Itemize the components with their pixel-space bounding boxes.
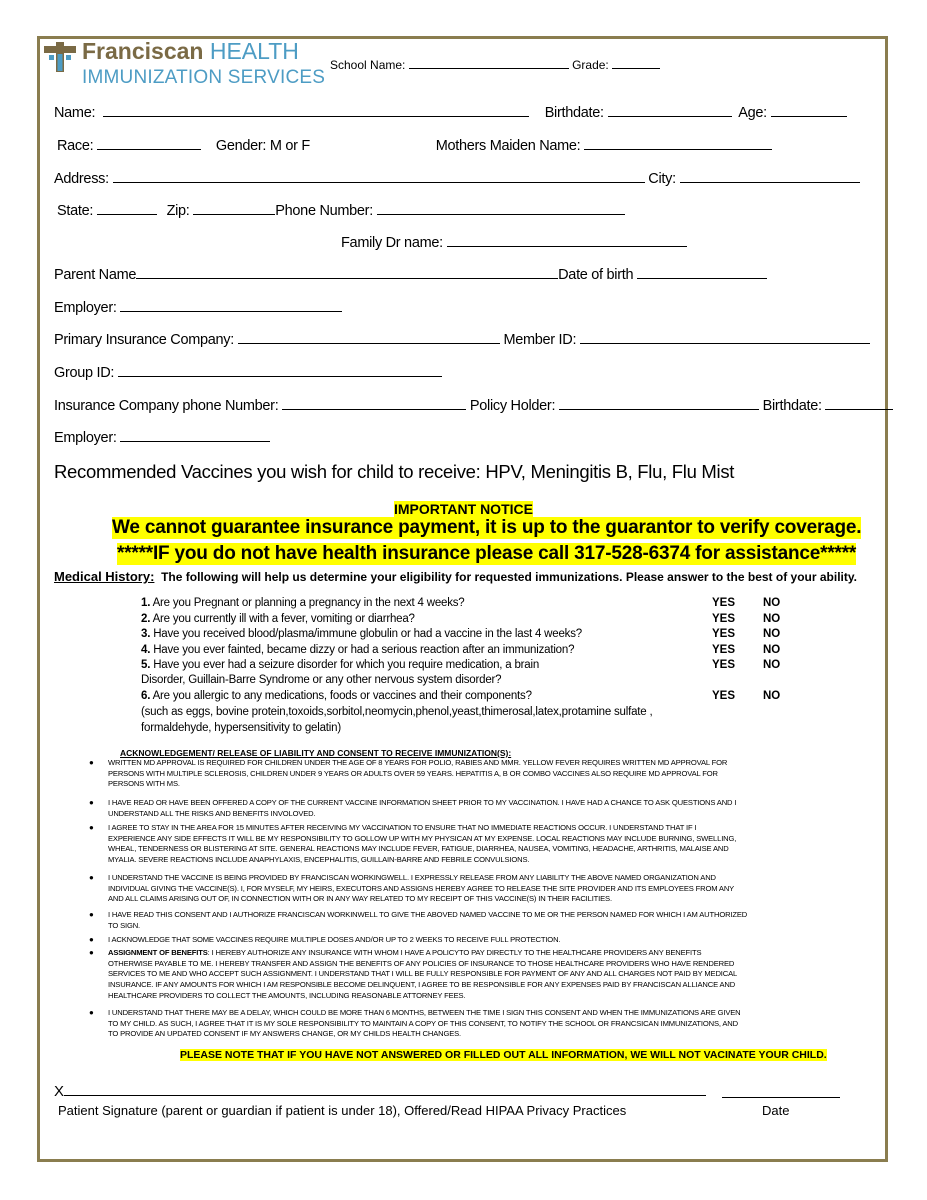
bullet-icon: ● [89,1008,94,1017]
bullet-icon: ● [89,823,94,832]
date-of-birth-label: Date of birth [558,267,634,283]
ack-item-8: I UNDERSTAND THAT THERE MAY BE A DELAY, WHICH COULD BE MORE THAN 6 MONTHS, BETWEEN THE TIME I SIGN THIS CONSENT AND WHEN THE IMMUNIZATIONS ARE GIVEN TO MY CHILD. AS SUCH, I AGREE THAT IT IS MY SOLE RESPONSIBILITY TO MAINTAIN A COPY OF THIS CONSENT, TO NOTIFY THE SCHOOL OR FRANCSICAN IMMUNIZATIONS, AND TO PROVIDE AN UPDATED CONSENT IF MY ANSWERS CHANGE, OR MY CHILDS HEALTH CHANGES. [108,1008,741,1039]
question-4: 4. Have you ever fainted, became dizzy or had a serious reaction after an immunization? [141,644,575,656]
school-grade-line [330,56,660,72]
age-label: Age: [738,105,767,121]
mothers-maiden-field[interactable] [584,137,772,150]
question-6-cont: (such as eggs, bovine protein,toxoids,sorbitol,neomycin,phenol,yeast,thimerosal,latex,protamine sulfate , [141,706,653,718]
question-3: 3. Have you received blood/plasma/immune globulin or had a vaccine in the last 4 weeks? [141,628,582,640]
age-field[interactable] [771,104,847,117]
insurance-phone-label: Insurance Company phone Number: [54,398,279,414]
insurance-notice: We cannot guarantee insurance payment, it is up to the guarantor to verify coverage. [112,517,862,538]
q1-no[interactable]: NO [763,597,781,609]
bullet-icon: ● [89,798,94,807]
insurance-row [54,331,870,348]
mothers-maiden-label: Mothers Maiden Name: [435,138,581,154]
bullet-icon: ● [89,873,94,882]
q6-no[interactable]: NO [763,690,781,702]
signature-x: X [54,1083,65,1100]
employer2-field[interactable] [120,429,270,442]
ack-item-3: I AGREE TO STAY IN THE AREA FOR 15 MINUTES AFTER RECEIVING MY VACCINATION TO ENSURE THAT NO IMMEDIATE REACTIONS OCCUR. I UNDERSTAND THAT IF I EXPERIENCE ANY SIDE EFFECTS IT WILL BE MY RESPONSIBILITY TO GOLLOW UP WITH MY PHYSICAN AT MY EXPENSE. LOCAL REACTIONS MAY INCLUDE BURNING, SWELLING, WHEAL, TENDERNESS OR BLISTERING AT SITE. GENERAL REACTIONS MAY INCLUDE FEVER, FATIGUE, DIARRHEA, NAUSEA, VOMITING, HEADACHE, ARTHRITIS, MALAISE AND MYALIA. SEVERE REACTIONS INCLUDE ANAPHYLAXIS, ENCEPHALITIS, GUILLAIN-BARRE AND FEBRILE CONVULSIONS. [108,823,737,865]
bullet-icon: ● [89,948,94,957]
policy-holder-field[interactable] [559,397,759,410]
ack-item-1: WRITTEN MD APPROVAL IS REQUIRED FOR CHILDREN UNDER THE AGE OF 8 YEARS FOR POLIO, RABIES AND MMR. YELLOW FEVER REQUIRES WRITTEN MD APPROVAL FOR PERSONS WITH MULTIPLE SCLEROSIS, CHILDREN UNDER 9 YEARS OR ADULTS OVER 59 YEARS. HEPATITIS A, B OR COMBO VACCINES ALSO REQUIRE MD APPROVAL FOR PERSONS WITH MS. [108,758,728,789]
family-dr-row [341,234,687,251]
ack-item-5: I HAVE READ THIS CONSENT AND I AUTHORIZE FRANCISCAN WORKINWELL TO GIVE THE ABOVED NAMED VACCINE TO ME OR THE PERSON NAMED FOR WHICH I AM AUTHORIZED TO SIGN. [108,910,748,930]
group-id-field[interactable] [118,364,442,377]
policy-holder-label: Policy Holder: [469,398,556,414]
state-label: State: [57,203,94,219]
logo-brand: Franciscan HEALTH [82,38,299,64]
question-5: 5. Have you ever had a seizure disorder for which you require medication, a brain [141,659,540,671]
address-field[interactable] [113,170,645,183]
primary-insurance-field[interactable] [238,331,500,344]
bullet-icon: ● [89,758,94,767]
name-row [54,104,847,121]
q6-yes[interactable]: YES [712,690,736,702]
employer-label: Employer: [54,300,117,316]
state-row [57,202,625,219]
ack-item-7: ASSIGNMENT OF BENEFITS: I HEREBY AUTHORIZE ANY INSURANCE WITH WHOM I HAVE A POLICYTO PAY DIRECTLY TO THE HEALTHCARE PROVIDERS ANY BENEFITS OTHERWISE PAYABLE TO ME. I HEREBY TRANSFER AND ASSIGN THE BENEFITS OF ANY POLICIES OF INSURANCE TO THOSE HEALTHCARE PROVIDERS WHO HAVE RENDERED SERVICES TO ME AND WHO ACCEPT SUCH ASSIGNMENT. I UNDERSTAND THAT I WILL BE FULLY RESPONSIBLE FOR PAYMENT OF ANY AND ALL CHARGES NOT PAID BY MEDICAL INSURANCE. IF ANY AMOUNTS FOR WHICH I AM RESPONSIBLE BECOME DELINQUENT, I AGREE TO BE RESPONSIBLE FOR ANY EXPENSES PAID BY FRANCISCAN ALLIANCE AND HEALTHCARE PROVIDERS TO COLLECT THE AMOUNTS, INCLUDING REASONABLE ATTORNEY FEES. [108,948,738,1000]
q5-yes[interactable]: YES [712,659,736,671]
family-dr-field[interactable] [447,234,687,247]
race-label: Race: [57,138,94,154]
q2-yes[interactable]: YES [712,613,736,625]
parent-name-label: Parent Name [54,267,137,283]
medical-history-title: Medical History: [54,569,155,584]
q4-yes[interactable]: YES [712,644,736,656]
q4-no[interactable]: NO [763,644,781,656]
employer2-row [54,429,270,446]
state-field[interactable] [97,202,157,215]
city-label: City: [648,171,676,187]
date-of-birth-field[interactable] [637,266,767,279]
question-6-cont-2: formaldehyde, hypersensitivity to gelatin) [141,722,341,734]
phone-field[interactable] [377,202,625,215]
address-label: Address: [54,171,109,187]
name-label: Name: [54,105,96,121]
insurance-phone-field[interactable] [282,397,466,410]
race-row [57,137,772,154]
medical-history-heading [54,569,857,584]
bullet-icon: ● [89,935,94,944]
assignment-of-benefits-label: ASSIGNMENT OF BENEFITS [108,948,208,957]
insurance-phone-row [54,397,893,414]
question-1: 1. Are you Pregnant or planning a pregnancy in the next 4 weeks? [141,597,465,609]
parent-name-field[interactable] [136,266,558,279]
policy-holder-birthdate-field[interactable] [825,397,893,410]
q2-no[interactable]: NO [763,613,781,625]
question-2: 2. Are you currently ill with a fever, vomiting or diarrhea? [141,613,415,625]
franciscan-cross-logo-icon [44,42,76,72]
recommended-vaccines: Recommended Vaccines you wish for child to receive: HPV, Meningitis B, Flu, Flu Mist [54,461,735,482]
race-field[interactable] [97,137,201,150]
employer2-label: Employer: [54,430,117,446]
parent-row [54,266,767,283]
signature-field[interactable] [64,1082,706,1096]
ack-item-4: I UNDERSTAND THE VACCINE IS BEING PROVIDED BY FRANCISCAN WORKINGWELL. I EXPRESSLY RELEASE FROM ANY LIABILITY THE ABOVE NAMED ORGANIZATION AND INDIVIDUAL GIVING THE VACCINE(S). I, FOR MYSELF, MY HEIRS, EXECUTORS AND ASSIGNS HEREBY AGREE TO RELEASE THE SITE PROVIDER AND ITS EMPLOYEES FROM ANY AND ALL CLAIMS ARISING OUT OF, IN CONNECTION WITH OR IN ANY WAY RELATED TO MY RECEIPT OF THIS VACCINE(S) IN THEIR FACILITIES. [108,873,735,904]
phone-label: Phone Number: [275,203,373,219]
zip-field[interactable] [193,202,275,215]
signature-caption: Patient Signature (parent or guardian if patient is under 18), Offered/Read HIPAA Privacy Practices [58,1103,627,1118]
ack-item-6: I ACKNOWLEDGE THAT SOME VACCINES REQUIRE MULTIPLE DOSES AND/OR UP TO 2 WEEKS TO RECEIVE FULL PROTECTION. [108,935,561,944]
birthdate-label: Birthdate: [544,105,604,121]
bullet-icon: ● [89,910,94,919]
q1-yes[interactable]: YES [712,597,736,609]
policy-holder-birthdate-label: Birthdate: [762,398,822,414]
q3-no[interactable]: NO [763,628,781,640]
ack-item-2: I HAVE READ OR HAVE BEEN OFFERED A COPY OF THE CURRENT VACCINE INFORMATION SHEET PRIOR TO MY VACCINATION. I HAVE HAD A CHANCE TO ASK QUESTIONS AND I UNDERSTAND ALL THE RISKS AND BENEFITS INVOLOVED. [108,798,737,818]
group-id-label: Group ID: [54,365,115,381]
important-notice-title: IMPORTANT NOTICE [394,501,533,517]
school-name-field[interactable] [409,56,569,69]
q3-yes[interactable]: YES [712,628,736,640]
medical-history-intro: The following will help us determine your eligibility for requested immunizations. Please answer to the best of your ability. [161,570,857,584]
acknowledgement-title: ACKNOWLEDGEMENT/ RELEASE OF LIABILITY AND CONSENT TO RECEIVE IMMUNIZATION(S): [120,748,512,758]
signature-line [54,1082,706,1100]
date-label: Date [762,1103,790,1118]
q5-no[interactable]: NO [763,659,781,671]
address-row [54,170,860,187]
assistance-notice: *****IF you do not have health insurance please call 317-528-6374 for assistance***** [117,543,857,564]
grade-label: Grade: [572,58,609,72]
zip-label: Zip: [166,203,190,219]
employer-field[interactable] [120,299,342,312]
question-6: 6. Are you allergic to any medications, foods or vaccines and their components? [141,690,532,702]
birthdate-field[interactable] [608,104,732,117]
employer-row [54,299,342,316]
group-id-row [54,364,442,381]
question-5-cont: Disorder, Guillain-Barre Syndrome or any other nervous system disorder? [141,674,502,686]
date-field[interactable] [722,1097,840,1098]
family-dr-label: Family Dr name: [341,235,443,251]
logo-subtitle: IMMUNIZATION SERVICES [82,67,326,88]
school-name-label: School Name: [330,58,406,72]
grade-field[interactable] [612,56,660,69]
city-field[interactable] [680,170,860,183]
gender-label[interactable]: Gender: M or F [215,138,310,154]
name-field[interactable] [103,104,529,117]
member-id-field[interactable] [580,331,870,344]
final-warning: PLEASE NOTE THAT IF YOU HAVE NOT ANSWERED OR FILLED OUT ALL INFORMATION, WE WILL NOT VACINATE YOUR CHILD. [180,1049,827,1061]
member-id-label: Member ID: [503,332,577,348]
primary-insurance-label: Primary Insurance Company: [54,332,234,348]
